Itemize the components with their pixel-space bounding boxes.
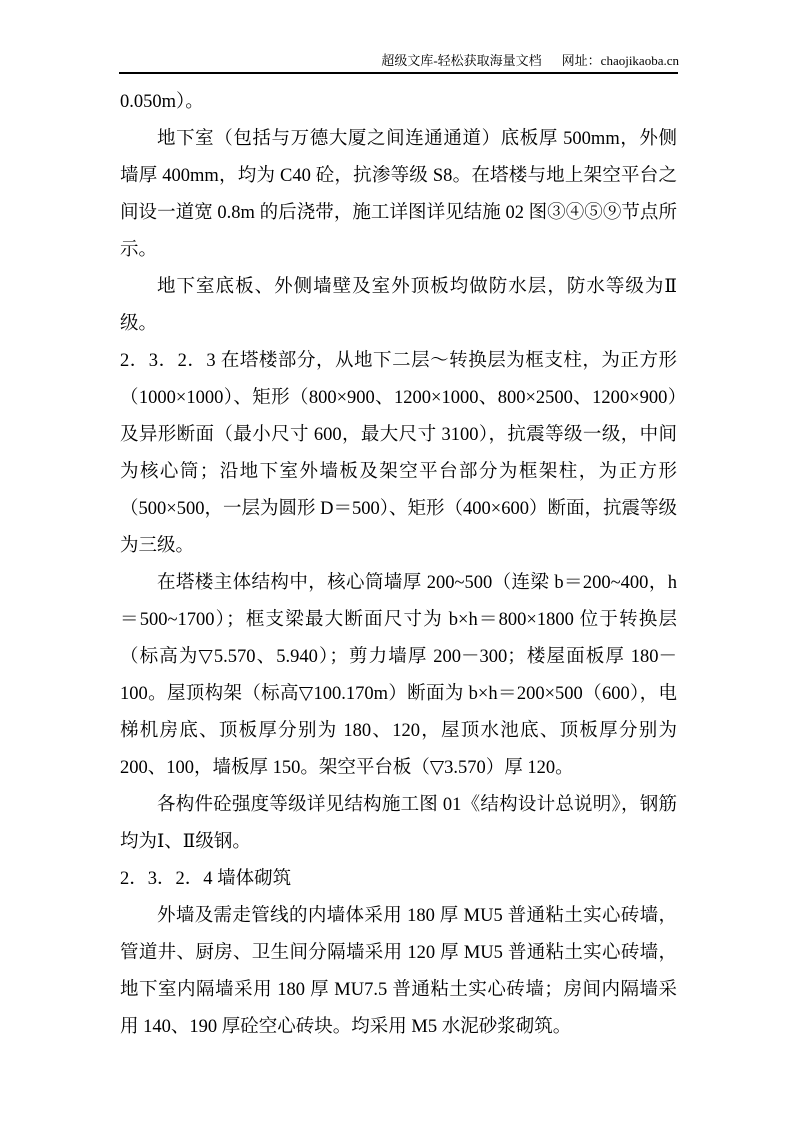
paragraph-waterproofing: 地下室底板、外侧墙壁及室外顶板均做防水层，防水等级为Ⅱ级。: [120, 277, 677, 334]
paragraph-wall-masonry: 外墙及需走管线的内墙体采用 180 厚 MU5 普通粘土实心砖墙，管道井、厨房、卫生间分隔墙采用 120 厚 MU5 普通粘土实心砖墙，地下室内隔墙采用 180 厚 MU7.5 普通粘土实心砖墙；房间内隔墙采用 140、190 厚砼空心砖块。均采用 M5 水泥砂浆砌筑。: [120, 906, 677, 1037]
paragraph-tower-structure: 在塔楼主体结构中，核心筒墙厚 200~500（连梁 b＝200~400，h＝500~1700）；框支梁最大断面尺寸为 b×h＝800×1800 位于转换层（标高为▽5.570、5.940）；剪力墙厚 200－300；楼屋面板厚 180－100。屋顶构架（标高▽100.170m）断面为 b×h＝200×500（600），电梯机房底、顶板厚分别为 180、120，屋顶水池底、顶板厚分别为 200、100，墙板厚 150。架空平台板（▽3.570）厚 120。: [120, 573, 677, 778]
header-url: chaojikaoba.cn: [600, 53, 679, 68]
section-2-3-2-3: 2．3．2．3 在塔楼部分，从地下二层～转换层为框支柱，为正方形（1000×1000）、矩形（800×900、1200×1000、800×2500、1200×900）及异形断面（最小尺寸 600，最大尺寸 3100），抗震等级一级，中间为核心筒；沿地下室外墙板及架空平台部分为框架柱，为正方形（500×500，一层为圆形 D＝500）、矩形（400×600）断面，抗震等级为三级。: [120, 351, 677, 556]
header-divider-line: [119, 72, 678, 74]
paragraph-continuation: 0.050m）。: [120, 92, 204, 112]
document-body: [120, 84, 677, 1046]
paragraph-basement-slab: 地下室（包括与万德大厦之间连通通道）底板厚 500mm，外侧墙厚 400mm，均为 C40 砼，抗渗等级 S8。在塔楼与地上架空平台之间设一道宽 0.8m 的后浇带，施工详图详见结施 02 图③④⑤⑨节点所示。: [120, 129, 677, 260]
header-site-text: 超级文库-轻松获取海量文档: [381, 53, 542, 68]
section-2-3-2-4-heading: 2．3．2．4 墙体砌筑: [120, 869, 292, 889]
paragraph-concrete-grade: 各构件砼强度等级详见结构施工图 01《结构设计总说明》，钢筋均为Ⅰ、Ⅱ级钢。: [120, 795, 677, 852]
header-url-label: 网址：: [561, 53, 601, 68]
page-header: [381, 52, 679, 70]
